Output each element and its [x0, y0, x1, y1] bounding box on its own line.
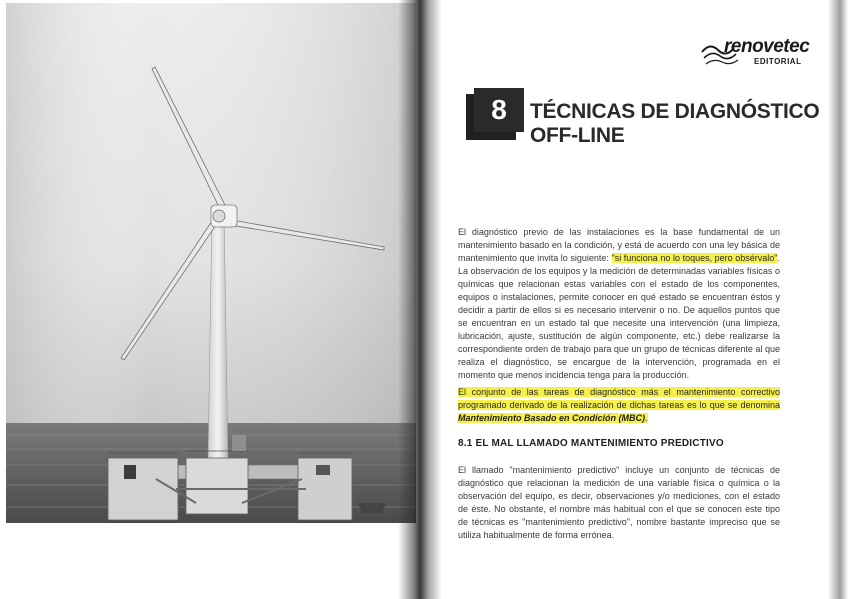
chapter-number-badge: [474, 88, 524, 138]
wind-turbine-photo: [6, 3, 416, 523]
intro-text-end: . La observación de los equipos y la medición de determinadas variables físicas o químicas que relacionan estas variables con el estado de los componentes, equipos o instalaciones, permite conocer en qué estado se encuentran éstos y decidir a partir de ellos si es necesario intervenir o no. De aquellos puntos que se encuentran en un estado tal que necesite una intervención (una limpieza, lubricación, ajuste, sustitución de algún componente, etc.) debe realizarse la correspondiente orden de trabajo para que un grupo de técnicas diferente al que realiza el diagnóstico, se encargue de la intervención, programada en el momento que menos incidencia tenga para la producción.: [458, 253, 780, 380]
book-gutter-shadow: [398, 0, 442, 599]
intro-text-start: El diagnóstico previo de las instalaciones es la base fundamental de un mantenimiento basado en la condición, y está de acuerdo con una ley básica de mantenimiento que invita lo siguiente:: [458, 227, 780, 263]
mbc-term: Mantenimiento Basado en Condición (MBC): [458, 413, 646, 423]
intro-paragraph: [458, 226, 780, 382]
definition-text: El conjunto de las tareas de diagnóstico más el mantenimiento correctivo programado derivado de la realización de dichas tareas es lo que se denomina: [458, 387, 780, 410]
chapter-number: 8: [474, 88, 524, 132]
chapter-title-line1: TÉCNICAS DE DIAGNÓSTICO: [530, 100, 820, 123]
publisher-name: renovetec: [724, 36, 810, 57]
section-heading: 8.1 EL MAL LLAMADO MANTENIMIENTO PREDICTIVO: [458, 438, 724, 449]
definition-text-end: .: [645, 413, 648, 423]
page-edge-shadow: [828, 0, 848, 599]
publisher-logo: [700, 36, 810, 70]
publisher-imprint: EDITORIAL: [754, 57, 802, 66]
section-paragraph: El llamado "mantenimiento predictivo" incluye un conjunto de técnicas de diagnóstico que relacionan la medición de una variable física o química o la observación del equipo, es decir, observaciones y/o mediciones, con el estado de éste. No obstante, el nombre más habitual con el que se conocen este tipo de técnicas es "mantenimiento predictivo", nombre bastante impreciso que se utiliza habitualmente de forma errónea.: [458, 465, 780, 540]
definition-paragraph: [458, 386, 780, 425]
highlighted-quote: "si funciona no lo toques, pero obsérvalo": [611, 253, 778, 263]
chapter-title-line2: OFF-LINE: [530, 124, 625, 147]
chapter-title: [530, 100, 819, 148]
